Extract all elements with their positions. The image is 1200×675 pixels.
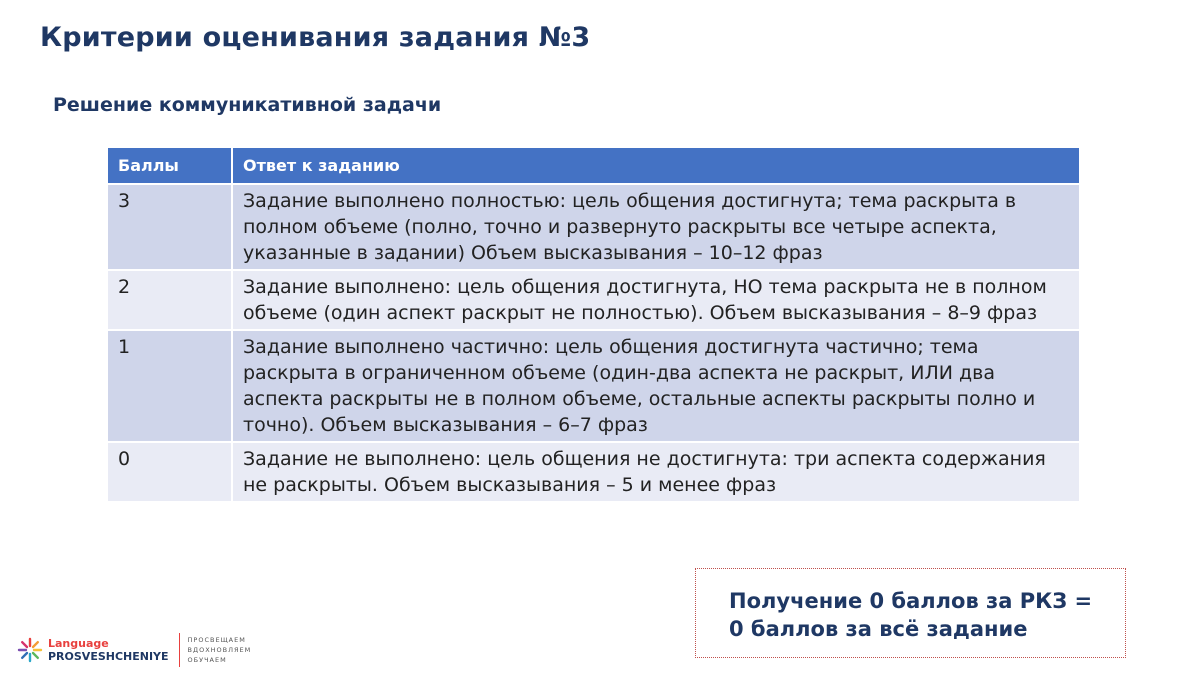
page-title: Критерии оценивания задания №3 xyxy=(40,22,591,53)
sunburst-logo-icon xyxy=(16,636,44,664)
answer-cell: Задание выполнено: цель общения достигнута, НО тема раскрыта не в полном объеме (один аспект раскрыт не полностью). Объем высказывания – 8–9 фраз xyxy=(232,270,1079,330)
table-header-row xyxy=(108,148,1079,184)
table-row xyxy=(108,270,1079,330)
brand-name-line2: PROSVESHCHENIYE xyxy=(48,650,169,663)
brand-name-line1: Language xyxy=(48,637,109,650)
slogan-line: ПРОСВЕЩАЕМ xyxy=(187,636,246,644)
brand-logo xyxy=(16,633,251,667)
table-row xyxy=(108,442,1079,501)
table-row xyxy=(108,330,1079,442)
answer-cell: Задание выполнено полностью: цель общения достигнута; тема раскрыта в полном объеме (полно, точно и развернуто раскрыты все четыре аспекта, указанные в задании) Объем высказывания – 10–12 фраз xyxy=(232,184,1079,270)
score-cell: 3 xyxy=(108,184,232,270)
table-row xyxy=(108,184,1079,270)
score-cell: 2 xyxy=(108,270,232,330)
section-subtitle: Решение коммуникативной задачи xyxy=(53,94,442,116)
score-cell: 1 xyxy=(108,330,232,442)
column-header-answer: Ответ к заданию xyxy=(232,148,1079,184)
answer-cell: Задание не выполнено: цель общения не достигнута: три аспекта содержания не раскрыты. Объем высказывания – 5 и менее фраз xyxy=(232,442,1079,501)
slogan-line: ОБУЧАЕМ xyxy=(187,656,227,664)
column-header-score: Баллы xyxy=(108,148,232,184)
brand-name xyxy=(48,637,169,663)
criteria-table xyxy=(108,148,1079,501)
brand-slogan xyxy=(188,635,252,665)
note-callout: Получение 0 баллов за РКЗ = 0 баллов за всё задание xyxy=(695,568,1126,658)
logo-divider xyxy=(179,633,180,667)
score-cell: 0 xyxy=(108,442,232,501)
slogan-line: ВДОХНОВЛЯЕМ xyxy=(187,646,252,654)
answer-cell: Задание выполнено частично: цель общения достигнута частично; тема раскрыта в ограниченном объеме (один-два аспекта не раскрыт, ИЛИ два аспекта раскрыты не в полном объеме, остальные аспекты раскрыты полно и точно). Объем высказывания – 6–7 фраз xyxy=(232,330,1079,442)
